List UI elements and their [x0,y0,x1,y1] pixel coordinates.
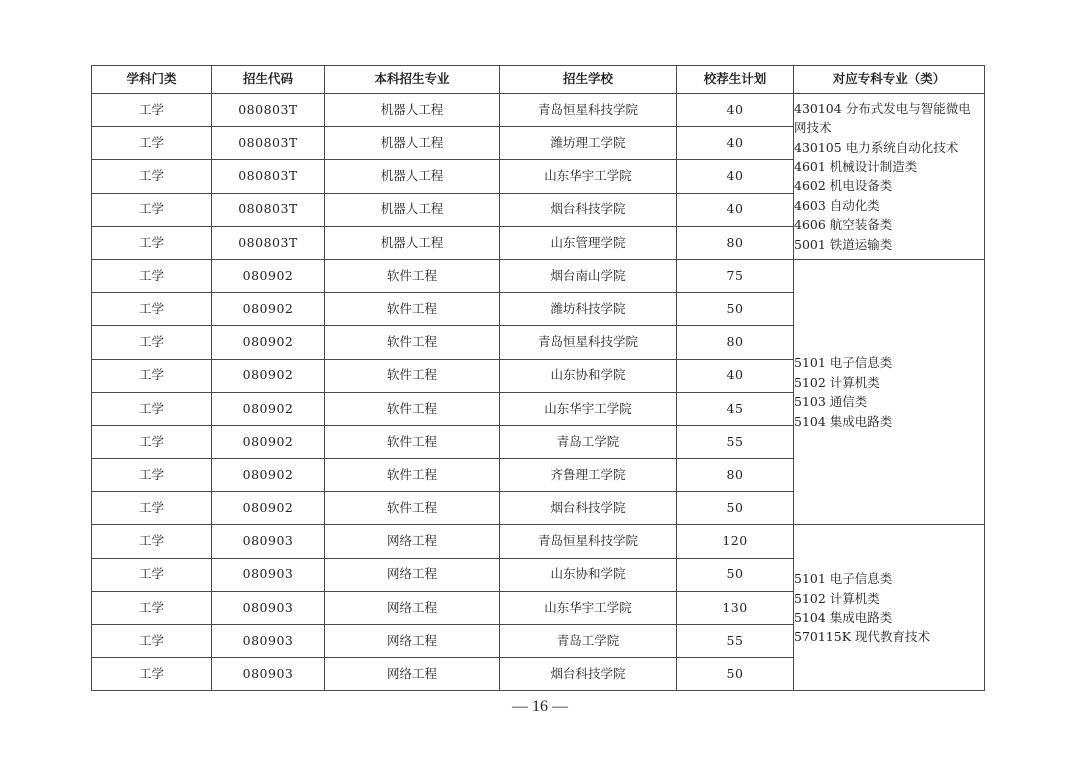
cell-major: 软件工程 [325,359,500,392]
cell-school: 青岛工学院 [500,625,677,658]
cell-plan: 50 [677,558,794,591]
header-school: 招生学校 [500,66,677,94]
cell-plan: 40 [677,193,794,226]
cell-enrollment-code: 080903 [212,525,325,558]
header-discipline: 学科门类 [92,66,212,94]
related-major-line: 网技术 [794,120,832,136]
cell-major: 软件工程 [325,293,500,326]
cell-enrollment-code: 080803T [212,94,325,127]
related-major-line: 5102 计算机类 [794,374,880,390]
cell-school: 山东华宇工学院 [500,160,677,193]
related-major-line: 5104 集成电路类 [794,609,893,625]
cell-discipline: 工学 [92,459,212,492]
header-major: 本科招生专业 [325,66,500,94]
table-body [92,94,985,691]
cell-plan: 50 [677,658,794,691]
cell-school: 山东华宇工学院 [500,392,677,425]
cell-school: 齐鲁理工学院 [500,459,677,492]
cell-enrollment-code: 080902 [212,259,325,292]
cell-enrollment-code: 080902 [212,392,325,425]
cell-enrollment-code: 080902 [212,359,325,392]
related-major-line: 4602 机电设备类 [794,178,893,194]
cell-enrollment-code: 080903 [212,625,325,658]
related-major-line: 5101 电子信息类 [794,571,893,587]
enrollment-table [91,65,985,691]
related-major-line: 5102 计算机类 [794,590,880,606]
cell-major: 软件工程 [325,425,500,458]
cell-school: 潍坊理工学院 [500,127,677,160]
related-major-line: 5103 通信类 [794,394,868,410]
cell-major: 机器人工程 [325,127,500,160]
cell-enrollment-code: 080902 [212,459,325,492]
cell-plan: 55 [677,425,794,458]
cell-discipline: 工学 [92,525,212,558]
cell-related-majors [794,94,985,260]
cell-school: 山东协和学院 [500,558,677,591]
cell-enrollment-code: 080902 [212,492,325,525]
cell-plan: 40 [677,94,794,127]
cell-discipline: 工学 [92,259,212,292]
cell-plan: 40 [677,127,794,160]
cell-major: 机器人工程 [325,226,500,259]
related-major-line: 430104 分布式发电与智能微电 [794,100,971,116]
cell-major: 机器人工程 [325,94,500,127]
cell-major: 软件工程 [325,326,500,359]
cell-enrollment-code: 080903 [212,591,325,624]
table-row [92,94,985,127]
cell-discipline: 工学 [92,160,212,193]
cell-related-majors [794,525,985,691]
cell-enrollment-code: 080803T [212,127,325,160]
cell-discipline: 工学 [92,625,212,658]
cell-discipline: 工学 [92,193,212,226]
table-header-row [92,66,985,94]
related-major-line: 5104 集成电路类 [794,413,893,429]
cell-school: 山东华宇工学院 [500,591,677,624]
cell-school: 青岛恒星科技学院 [500,94,677,127]
cell-discipline: 工学 [92,293,212,326]
cell-school: 烟台科技学院 [500,658,677,691]
cell-major: 网络工程 [325,558,500,591]
cell-enrollment-code: 080902 [212,293,325,326]
page-number: — 16 — [512,698,568,715]
cell-discipline: 工学 [92,226,212,259]
cell-discipline: 工学 [92,425,212,458]
related-major-line: 5101 电子信息类 [794,355,893,371]
cell-school: 青岛工学院 [500,425,677,458]
cell-plan: 80 [677,459,794,492]
related-major-line: 430105 电力系统自动化技术 [794,139,959,155]
table-row [92,525,985,558]
cell-plan: 45 [677,392,794,425]
related-major-line: 4601 机械设计制造类 [794,159,918,175]
cell-discipline: 工学 [92,558,212,591]
cell-enrollment-code: 080803T [212,193,325,226]
header-related-majors: 对应专科专业（类） [794,66,985,94]
cell-discipline: 工学 [92,492,212,525]
table-row [92,259,985,292]
cell-school: 山东协和学院 [500,359,677,392]
related-major-line: 570115K 现代教育技术 [794,629,931,645]
related-major-line: 5001 铁道运输类 [794,236,893,252]
cell-plan: 80 [677,326,794,359]
cell-plan: 75 [677,259,794,292]
cell-plan: 50 [677,293,794,326]
cell-school: 烟台南山学院 [500,259,677,292]
header-plan: 校荐生计划 [677,66,794,94]
cell-school: 烟台科技学院 [500,492,677,525]
cell-major: 网络工程 [325,625,500,658]
cell-major: 软件工程 [325,259,500,292]
cell-school: 潍坊科技学院 [500,293,677,326]
cell-major: 网络工程 [325,591,500,624]
cell-major: 软件工程 [325,392,500,425]
related-major-line: 4603 自动化类 [794,197,880,213]
cell-related-majors [794,259,985,525]
cell-discipline: 工学 [92,127,212,160]
cell-major: 软件工程 [325,459,500,492]
cell-discipline: 工学 [92,658,212,691]
cell-enrollment-code: 080903 [212,558,325,591]
cell-plan: 50 [677,492,794,525]
cell-discipline: 工学 [92,591,212,624]
cell-enrollment-code: 080803T [212,160,325,193]
cell-school: 山东管理学院 [500,226,677,259]
cell-plan: 120 [677,525,794,558]
cell-major: 机器人工程 [325,160,500,193]
cell-major: 网络工程 [325,525,500,558]
cell-major: 软件工程 [325,492,500,525]
cell-school: 青岛恒星科技学院 [500,525,677,558]
cell-enrollment-code: 080803T [212,226,325,259]
cell-plan: 80 [677,226,794,259]
cell-discipline: 工学 [92,392,212,425]
cell-school: 青岛恒星科技学院 [500,326,677,359]
cell-discipline: 工学 [92,359,212,392]
related-major-line: 4606 航空装备类 [794,217,893,233]
cell-plan: 40 [677,160,794,193]
cell-plan: 40 [677,359,794,392]
cell-plan: 130 [677,591,794,624]
cell-enrollment-code: 080902 [212,326,325,359]
cell-school: 烟台科技学院 [500,193,677,226]
cell-major: 机器人工程 [325,193,500,226]
cell-major: 网络工程 [325,658,500,691]
cell-discipline: 工学 [92,326,212,359]
header-enrollment-code: 招生代码 [212,66,325,94]
cell-enrollment-code: 080902 [212,425,325,458]
cell-plan: 55 [677,625,794,658]
cell-enrollment-code: 080903 [212,658,325,691]
cell-discipline: 工学 [92,94,212,127]
